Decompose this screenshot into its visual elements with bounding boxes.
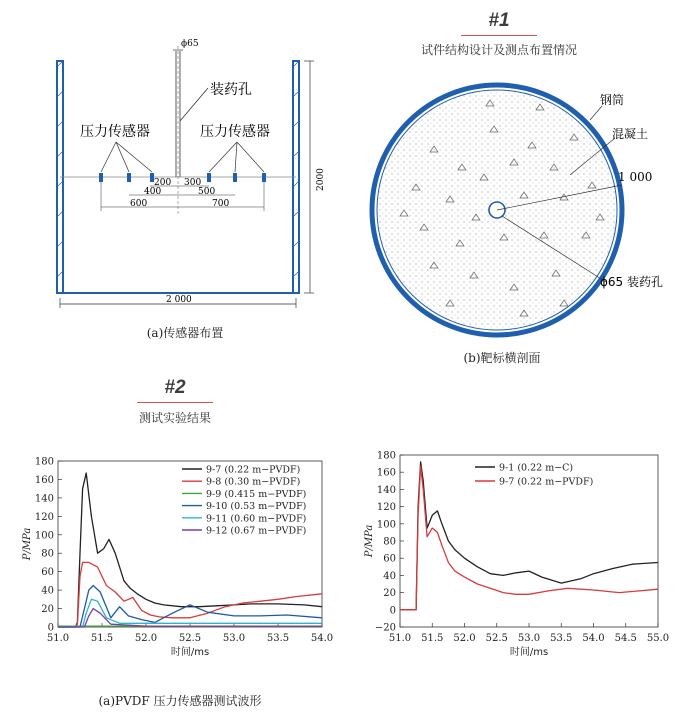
steel-tube-label: 钢筒: [600, 93, 625, 107]
legend-entry-1: 9-7 (0.22 m−PVDF): [206, 464, 301, 476]
y-tick-label: 80: [41, 548, 54, 560]
x-tick-label: 55.0: [646, 633, 670, 644]
y-tick-label: 80: [383, 536, 396, 548]
diameter-label: 1 000: [618, 170, 653, 184]
dim-300: 300: [184, 178, 202, 188]
fig-a-sensor-layout: [40, 36, 340, 316]
series-line-2: [58, 562, 322, 627]
legend-entry-5: 9-11 (0.60 m−PVDF): [206, 513, 307, 525]
y-tick-label: 140: [34, 493, 54, 505]
concrete-label: 混凝土: [612, 127, 649, 141]
x-tick-label: 54.0: [582, 633, 605, 644]
section1-divider: [461, 35, 537, 36]
fig-a-caption: (a)传感器布置: [146, 326, 224, 340]
charge-hole-label: 装药孔: [210, 82, 252, 98]
y-axis-label: P/MPa: [22, 527, 33, 561]
x-tick-label: 51.0: [46, 633, 70, 644]
x-tick-label: 53.0: [517, 633, 541, 644]
legend-entry-6: 9-12 (0.67 m−PVDF): [206, 525, 307, 537]
x-tick-label: 52.5: [485, 633, 508, 644]
legend-entry-1: 9-1 (0.22 m−C): [499, 462, 574, 474]
section2-number: #2: [164, 377, 186, 398]
x-tick-label: 51.0: [388, 633, 412, 644]
series-line-2: [400, 466, 658, 610]
plot-caption: (a)PVDF 压力传感器测试波形: [98, 694, 262, 708]
x-tick-label: 51.5: [90, 633, 114, 644]
sensor-label-right: 压力传感器: [200, 124, 270, 140]
y-tick-label: 180: [34, 456, 54, 468]
y-tick-label: 180: [376, 450, 396, 462]
y-tick-label: −20: [374, 622, 396, 634]
y-tick-label: 60: [41, 567, 54, 579]
dim-500: 500: [198, 187, 216, 197]
dim-200: 200: [154, 178, 172, 188]
section1-subtitle: 试件结构设计及测点布置情况: [420, 43, 577, 57]
section2-subtitle: 测试实验结果: [138, 411, 211, 425]
y-tick-label: 60: [383, 553, 396, 565]
fig-b-caption: (b)靶标横剖面: [463, 351, 541, 365]
y-tick-label: 40: [383, 570, 396, 582]
x-axis-label: 时间/ms: [170, 647, 210, 658]
section2-divider: [137, 402, 213, 403]
chart-comparison: [355, 445, 685, 675]
x-tick-label: 52.0: [453, 633, 476, 644]
y-tick-label: 160: [34, 474, 54, 486]
sensor-5: [233, 173, 237, 182]
x-tick-label: 54.5: [614, 633, 637, 644]
y-tick-label: 0: [389, 605, 396, 617]
x-axis-label: 时间/ms: [509, 647, 549, 658]
x-tick-label: 52.0: [134, 633, 158, 644]
x-tick-label: 53.0: [222, 633, 246, 644]
chart-pvdf-waveforms: [0, 445, 340, 685]
y-tick-label: 20: [383, 588, 396, 600]
fig-b-cross-section: [360, 70, 680, 350]
x-tick-label: 53.5: [266, 633, 290, 644]
legend-entry-3: 9-9 (0.415 m−PVDF): [206, 488, 307, 500]
y-tick-label: 100: [34, 530, 54, 542]
x-tick-label: 53.5: [550, 633, 573, 644]
y-tick-label: 160: [376, 467, 396, 479]
hole-dimension: ϕ65: [181, 39, 199, 49]
sensor-4: [207, 173, 211, 182]
dim-700: 700: [212, 199, 230, 209]
dim-600: 600: [130, 199, 148, 209]
dim-400: 400: [144, 187, 162, 197]
x-tick-label: 52.5: [178, 633, 202, 644]
legend-entry-2: 9-8 (0.30 m−PVDF): [206, 476, 301, 488]
dim-height: 2000: [316, 168, 326, 191]
y-axis-label: P/MPa: [364, 524, 375, 558]
legend-entry-4: 9-10 (0.53 m−PVDF): [206, 501, 307, 513]
sensor-2: [127, 173, 131, 182]
sensor-label-left: 压力传感器: [80, 124, 150, 140]
sensor-1: [99, 173, 103, 182]
sensor-6: [262, 173, 266, 182]
y-tick-label: 140: [376, 484, 396, 496]
y-tick-label: 100: [376, 519, 396, 531]
y-tick-label: 120: [34, 511, 54, 523]
y-tick-label: 40: [41, 585, 54, 597]
y-tick-label: 120: [376, 502, 396, 514]
y-tick-label: 20: [41, 604, 54, 616]
y-tick-label: 0: [47, 622, 54, 634]
legend-entry-2: 9-7 (0.22 m−PVDF): [499, 476, 594, 488]
section1-number: #1: [488, 10, 510, 31]
x-tick-label: 51.5: [421, 633, 444, 644]
dim-width: 2 000: [166, 295, 192, 305]
charge-hole-label-b: ϕ65 装药孔: [600, 275, 664, 289]
x-tick-label: 54.0: [310, 633, 334, 644]
